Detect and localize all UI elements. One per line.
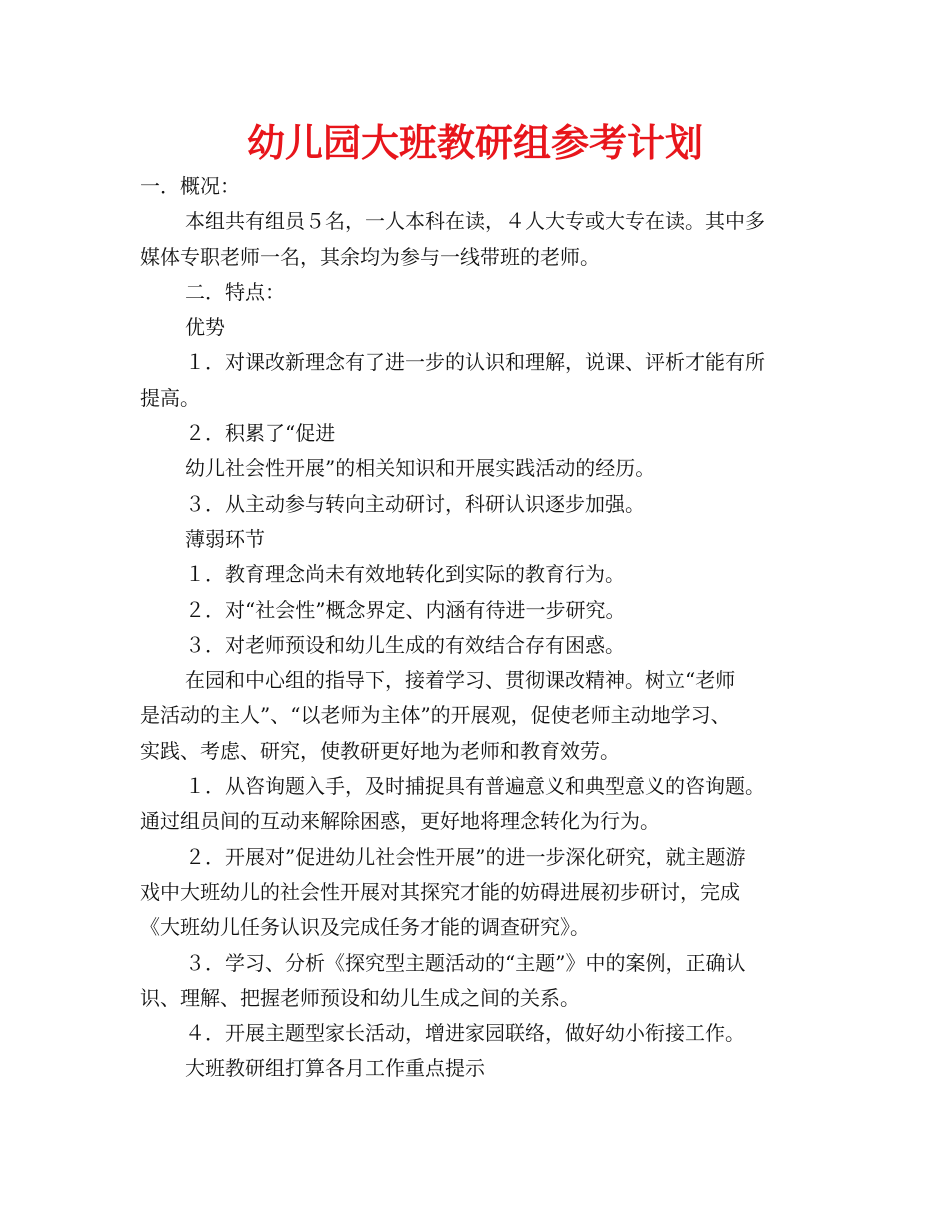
list-item-line: ３．对老师预设和幼儿生成的有效结合存有困惑。	[185, 632, 625, 657]
section-heading-overview: 一．概况：	[140, 174, 240, 198]
list-item-line: １．对课改新理念有了进一步的认识和理解，说课、评析才能有所	[185, 350, 765, 375]
paragraph-line: 是活动的主人”、“以老师为主体”的开展观，促使老师主动地学习、	[140, 703, 731, 728]
list-item-line: 《大班幼儿任务认识及完成任务才能的调查研究》。	[140, 915, 590, 940]
document-title: 幼儿园大班教研组参考计划	[246, 121, 703, 165]
list-item-line: １．从咨询题入手，及时捕捉具有普遍意义和典型意义的咨询题。	[185, 774, 765, 799]
list-item-line: ３．学习、分析《探究型主题活动的“主题”》中的案例，正确认	[185, 950, 746, 975]
list-item-line: 提高。	[140, 385, 200, 410]
list-item-line: 通过组员间的互动来解除困惑，更好地将理念转化为行为。	[140, 809, 660, 834]
list-item-line: ２．对“社会性”概念界定、内涵有待进一步研究。	[185, 597, 626, 622]
paragraph-line: 大班教研组打算各月工作重点提示	[185, 1056, 485, 1081]
paragraph-line: 媒体专职老师一名，其余均为参与一线带班的老师。	[140, 244, 600, 269]
list-item-line: ３．从主动参与转向主动研讨，科研认识逐步加强。	[185, 491, 645, 516]
document-body	[140, 169, 830, 1087]
paragraph-line: 在园和中心组的指导下，接着学习、贯彻课改精神。树立“老师	[185, 668, 736, 693]
section-heading-features: 二．特点：	[185, 279, 285, 304]
list-item-line: １．教育理念尚未有效地转化到实际的教育行为。	[185, 562, 625, 587]
list-item-line: 识、理解、把握老师预设和幼儿生成之间的关系。	[140, 985, 580, 1010]
list-item-line: ２．开展对”促进幼儿社会性开展”的进一步深化研究，就主题游	[185, 844, 746, 869]
paragraph-line: 本组共有组员５名，一人本科在读，４人大专或大专在读。其中多	[185, 209, 765, 234]
list-item-line: 戏中大班幼儿的社会性开展对其探究才能的妨碍进展初步研讨，完成	[140, 879, 740, 904]
list-item-line: 幼儿社会性开展”的相关知识和开展实践活动的经历。	[185, 456, 656, 481]
paragraph-line: 实践、考虑、研究，使教研更好地为老师和教育效劳。	[140, 738, 620, 763]
list-item-line: ２．积累了“促进	[185, 421, 336, 446]
subheading-strengths: 优势	[185, 315, 225, 340]
subheading-weaknesses: 薄弱环节	[185, 526, 265, 551]
list-item-line: ４．开展主题型家长活动，增进家园联络，做好幼小衔接工作。	[185, 1021, 745, 1046]
